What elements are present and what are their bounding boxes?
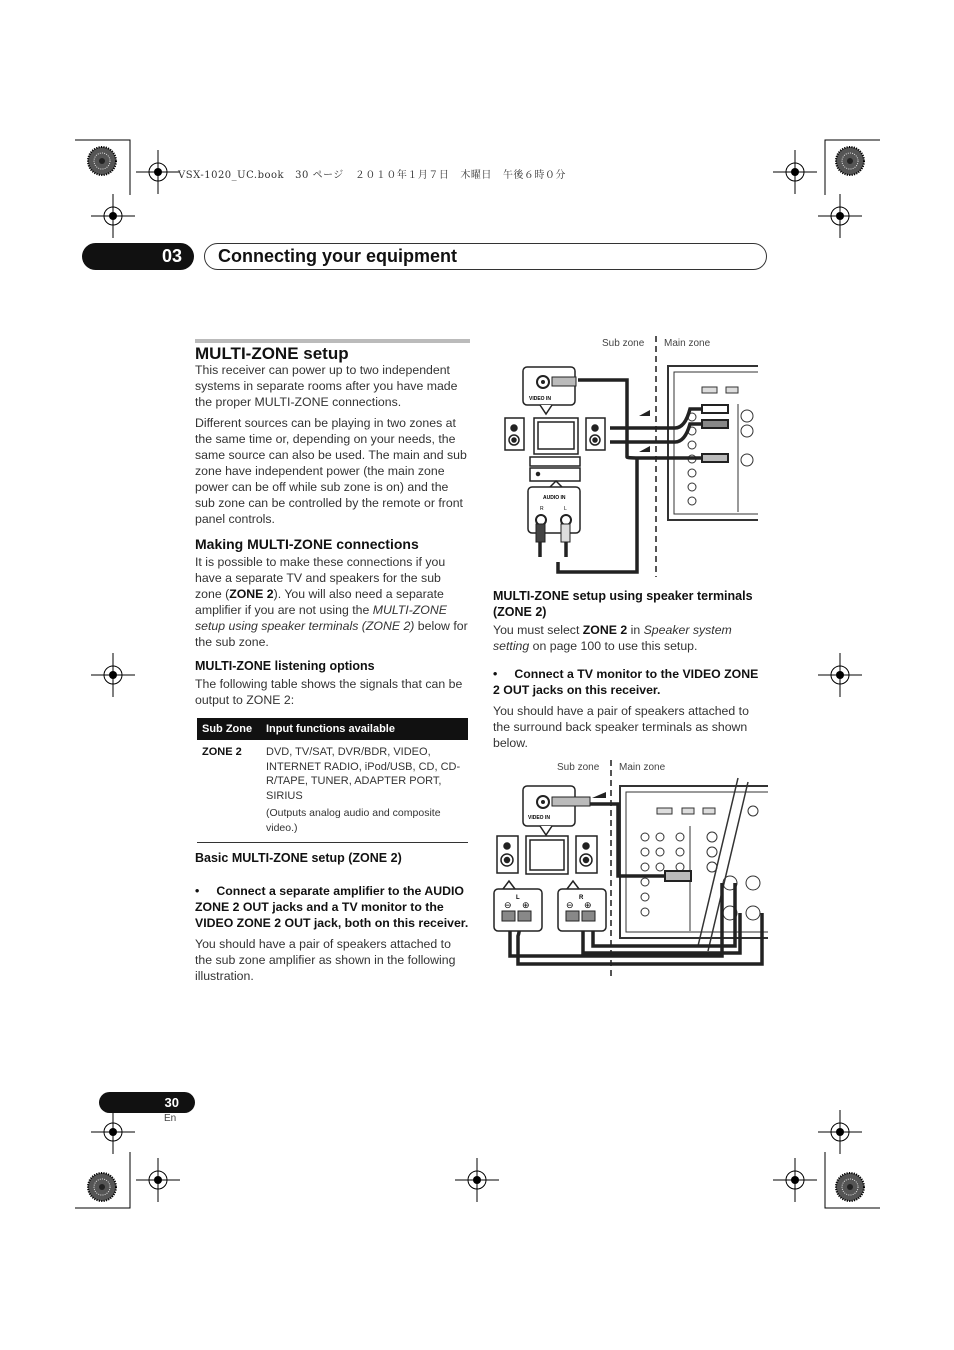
sub-zone-label-2: Sub zone [557,762,600,773]
listening-paragraph: The following table shows the signals that can be output to ZONE 2: [195,677,463,707]
making-paragraph: It is possible to make these connections if you have a separate TV and speakers for the sub zone (ZONE 2). You will also need a separate amplifier if you are not using the MULTI-ZONE setup using speaker terminals (ZONE 2) below for the sub zone. [195,555,468,649]
speaker-terminal-zone2-diagram [490,756,770,981]
speaker-r-label: R [579,895,584,901]
basic-paragraph: You should have a pair of speakers attached to the sub zone amplifier as shown in the following illustration. [195,937,456,983]
sub-zone-tv-speakers-2 [497,836,597,874]
tv-video-in-callout [523,367,576,414]
sub-zone-label: Sub zone [602,338,645,349]
right-speaker-terminals [558,881,606,931]
receiver-back-panel-2 [620,786,768,938]
intro-paragraph-2: Different sources can be playing in two zones at the same time or, depending on your needs, the same source can also be used. The main and sub zone have independent power (the main zone power can be off while sub zone is on) and the sub zone can be controlled by the remote or front panel controls. [195,416,467,526]
left-column [195,339,470,989]
listening-heading: MULTI-ZONE listening options [195,659,375,673]
tv-video-in-callout-2 [523,786,590,835]
receiver-back-panel [668,366,758,520]
intro-paragraph-1: This receiver can power up to two independent systems in separate rooms after you have made the proper MULTI-ZONE connections. [195,363,458,409]
table-cell-zone: ZONE 2 [197,740,261,843]
left-speaker-terminals [494,881,542,931]
speaker-terminals-text: You should have a pair of speakers attached to the surround back speaker terminals as shown below. [493,704,749,750]
video-in-label: VIDEO IN [529,396,551,402]
basic-bullet: • Connect a separate amplifier to the AUDIO ZONE 2 OUT jacks and a TV monitor to the VIDEO ZONE 2 OUT jack, both on this receiver. [195,884,469,930]
zone-signal-table [197,718,468,843]
speaker-terminals-heading: MULTI-ZONE setup using speaker terminals (ZONE 2) [493,589,753,619]
making-heading: Making MULTI-ZONE connections [195,536,419,552]
video-in-label-2: VIDEO IN [528,815,550,821]
speaker-terminals-paragraph: You must select ZONE 2 in Speaker system setting on page 100 to use this setup. [493,623,732,653]
rca-plugs [702,405,728,462]
right-column [493,588,768,756]
table-header-subzone: Sub Zone [197,718,261,740]
section-rule [195,339,470,343]
svg-text:⊕: ⊕ [522,900,530,910]
section-title: MULTI-ZONE setup [195,344,349,363]
svg-text:⊖: ⊖ [566,900,574,910]
chapter-number: 03 [82,243,194,270]
language-code: En [164,1113,177,1124]
chapter-title: Connecting your equipment [218,246,458,266]
sub-zone-tv-speakers [505,418,605,481]
speaker-wires [510,883,762,964]
audio-in-l-label: L [564,506,567,512]
audio-in-r-label: R [540,506,544,512]
main-zone-label: Main zone [664,338,711,349]
speaker-l-label: L [516,895,520,901]
table-cell-inputs: DVD, TV/SAT, DVR/BDR, VIDEO, INTERNET RADIO, iPod/USB, CD, CD-R/TAPE, TUNER, ADAPTER PORT, SIRIUS (Outputs analog audio and composite video.) [261,740,468,843]
tv-monitor-bullet: • Connect a TV monitor to the VIDEO ZONE 2 OUT jacks on this receiver. [493,667,759,697]
amplifier-audio-in-callout [528,481,580,542]
page-number: 30 [99,1092,195,1113]
svg-text:⊕: ⊕ [584,900,592,910]
table-note: (Outputs analog audio and composite video.) [266,807,441,834]
print-info-line: VSX-1020_UC.book 30 ページ ２０１０年１月７日 木曜日 午後６時０分 [178,170,566,181]
multizone-amplifier-diagram [490,332,765,582]
audio-in-label: AUDIO IN [543,495,566,501]
main-zone-label-2: Main zone [619,762,666,773]
basic-heading: Basic MULTI-ZONE setup (ZONE 2) [195,851,402,865]
svg-text:⊖: ⊖ [504,900,512,910]
table-header-inputs: Input functions available [261,718,468,740]
